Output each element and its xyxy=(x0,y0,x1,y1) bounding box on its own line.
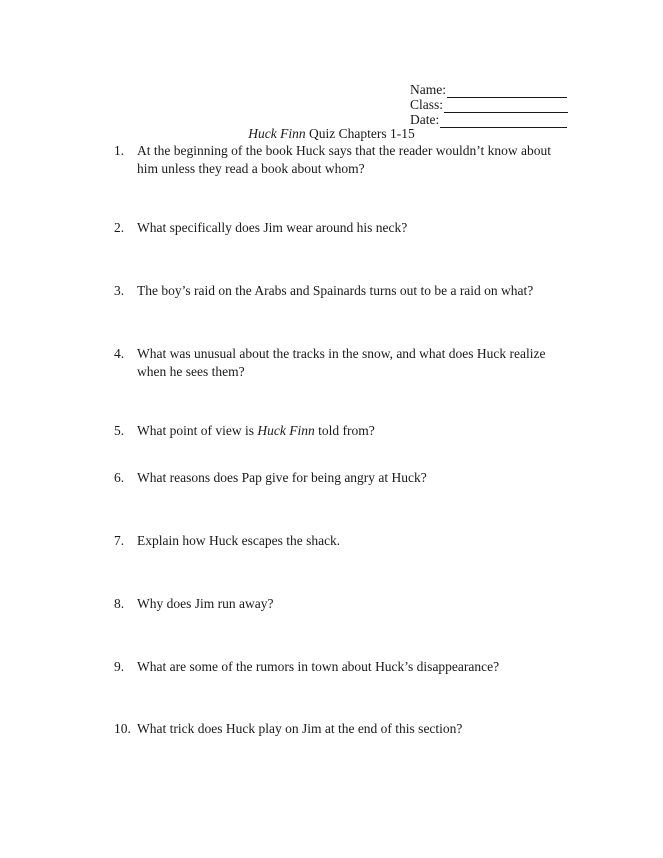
question-number: 8. xyxy=(114,596,125,611)
question-text-before: What point of view is xyxy=(137,423,258,438)
question-number: 1. xyxy=(114,143,125,158)
question-text: The boy’s raid on the Arabs and Spainards turns out to be a raid on what? xyxy=(137,283,534,298)
question-3 xyxy=(114,282,574,300)
question-10 xyxy=(114,720,574,738)
question-1 xyxy=(114,142,574,178)
quiz-title-rest: Quiz Chapters 1-15 xyxy=(305,126,415,141)
question-7 xyxy=(114,532,574,550)
question-text: Why does Jim run away? xyxy=(137,596,274,611)
question-8 xyxy=(114,595,574,613)
quiz-title xyxy=(0,126,663,142)
question-number: 7. xyxy=(114,533,125,548)
question-number: 10. xyxy=(114,721,131,736)
question-text-italic: Huck Finn xyxy=(257,423,315,438)
question-number: 9. xyxy=(114,659,125,674)
question-text: What was unusual about the tracks in the snow, and what does Huck realize when he sees them? xyxy=(137,346,546,379)
question-6 xyxy=(114,469,574,487)
question-5 xyxy=(114,422,574,440)
quiz-title-italic: Huck Finn xyxy=(248,126,306,141)
question-9 xyxy=(114,658,574,676)
question-2 xyxy=(114,219,574,237)
question-4 xyxy=(114,345,574,381)
date-label: Date: xyxy=(410,112,440,127)
question-number: 2. xyxy=(114,220,125,235)
question-text: At the beginning of the book Huck says that the reader wouldn’t know about him unless they read a book about whom? xyxy=(137,143,552,176)
question-number: 5. xyxy=(114,423,125,438)
question-number: 6. xyxy=(114,470,125,485)
question-number: 3. xyxy=(114,283,125,298)
question-text: What trick does Huck play on Jim at the end of this section? xyxy=(137,721,463,736)
question-text: Explain how Huck escapes the shack. xyxy=(137,533,341,548)
question-text: What are some of the rumors in town about Huck’s disappearance? xyxy=(137,659,500,674)
name-label: Name: xyxy=(410,82,446,97)
question-text: What specifically does Jim wear around his neck? xyxy=(137,220,408,235)
question-text: What reasons does Pap give for being angry at Huck? xyxy=(137,470,427,485)
question-text-after: told from? xyxy=(314,423,375,438)
question-text xyxy=(137,422,574,440)
class-label: Class: xyxy=(410,97,444,112)
question-number: 4. xyxy=(114,346,125,361)
